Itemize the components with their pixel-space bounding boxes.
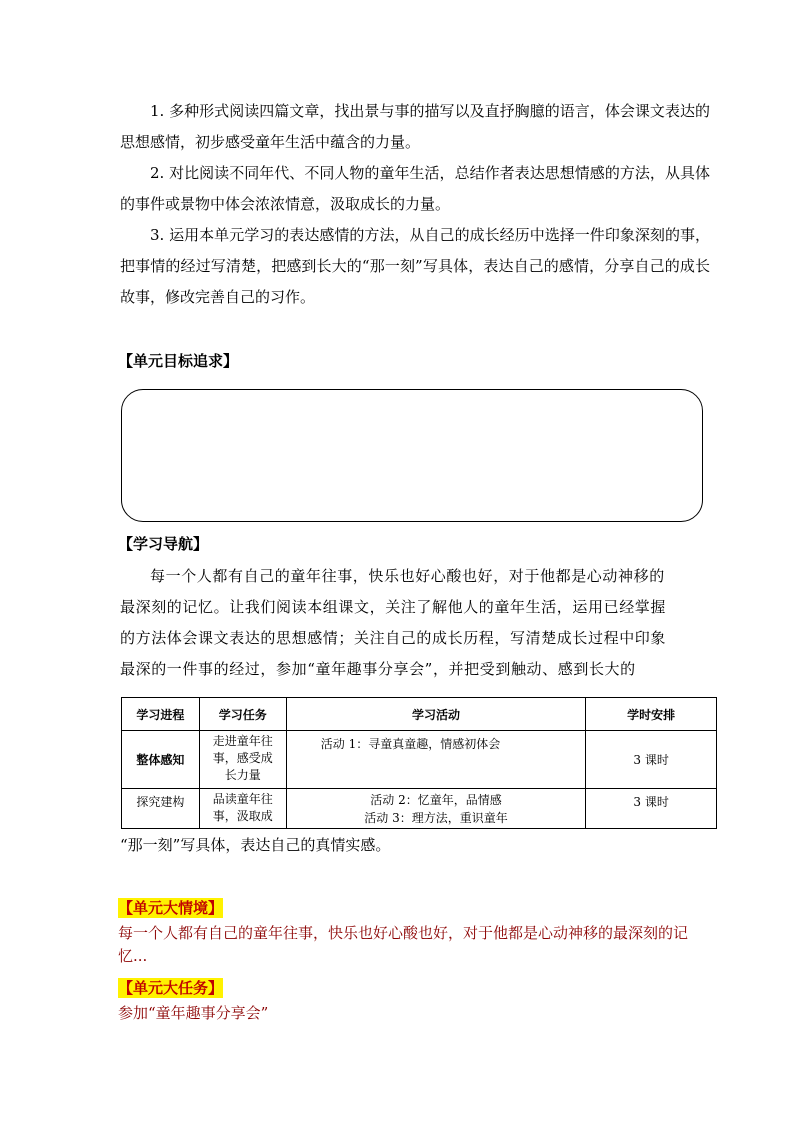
row-activity [286,789,585,829]
objective-1: 1. 多种形式阅读四篇文章，找出景与事的描写以及直抒胸臆的语言，体会课文表达的思想感情，初步感受童年生活中蕴含的力量。 [120,102,710,151]
objective-2: 2. 对比阅读不同年代、不同人物的童年生活，总结作者表达思想情感的方法，从具体的事件或景物中体会浓浓情意，汲取成长的力量。 [120,164,710,213]
row-stage: 整体感知 [122,731,200,789]
header-activity: 学习活动 [286,698,585,731]
objectives-section [120,96,710,313]
row-hours: 3 课时 [586,731,717,789]
activity-line: 活动 1：寻童真童趣，情感初体会 [320,737,501,751]
header-task: 学习任务 [199,698,286,731]
situation-text: 每一个人都有自己的童年往事，快乐也好心酸也好，对于他都是心动神移的最深刻的记忆... [118,924,689,965]
row-activity [286,731,585,789]
task-line: 长力量 [224,768,261,782]
task-tag: 【单元大任务】 [118,979,224,997]
task-heading [118,977,223,998]
nav-heading: 【学习导航】 [118,535,209,553]
activity-line: 活动 2：忆童年，品情感 [370,793,502,807]
task-text: 参加“童年趣事分享会” [118,1004,269,1022]
task-line: 事，感受成 [212,751,273,765]
row-stage: 探究建构 [122,789,200,829]
task-line: 走进童年往 [212,734,273,748]
objective-3: 3. 运用本单元学习的表达感情的方法，从自己的成长经历中选择一件印象深刻的事，把事情的经过写清楚，把感到长大的“那一刻”写具体，表达自己的感情，分享自己的成长故事，修改完善自己的习作。 [120,226,710,306]
row-task [199,789,286,829]
header-hours: 学时安排 [586,698,717,731]
task-line: 事，汲取成 [212,809,273,823]
task-line: 品读童年往 [212,792,273,806]
situation-tag: 【单元大情境】 [118,899,224,917]
row-hours: 3 课时 [586,789,717,829]
study-plan-table [121,697,717,829]
table-row [122,731,717,789]
goal-heading: 【单元目标追求】 [118,352,239,370]
table-header-row [122,698,717,731]
nav-text: 每一个人都有自己的童年往事，快乐也好心酸也好，对于他都是心动神移的最深刻的记忆。让我们阅读本组课文，关注了解他人的童年生活，运用已经掌握的方法体会课文表达的思想感情；关注自己的成长历程，写清楚成长过程中印象最深的一件事的经过，参加“童年趣事分享会”，并把受到触动、感到长大的 [120,567,667,678]
table-row [122,789,717,829]
activity-line: 活动 3：理方法，重识童年 [364,811,508,825]
header-stage: 学习进程 [122,698,200,731]
after-table-text: “那一刻”写具体，表达自己的真情实感。 [120,836,391,854]
nav-section [120,561,680,685]
situation-heading [118,897,223,918]
goal-input-box[interactable] [121,389,703,522]
row-task [199,731,286,789]
